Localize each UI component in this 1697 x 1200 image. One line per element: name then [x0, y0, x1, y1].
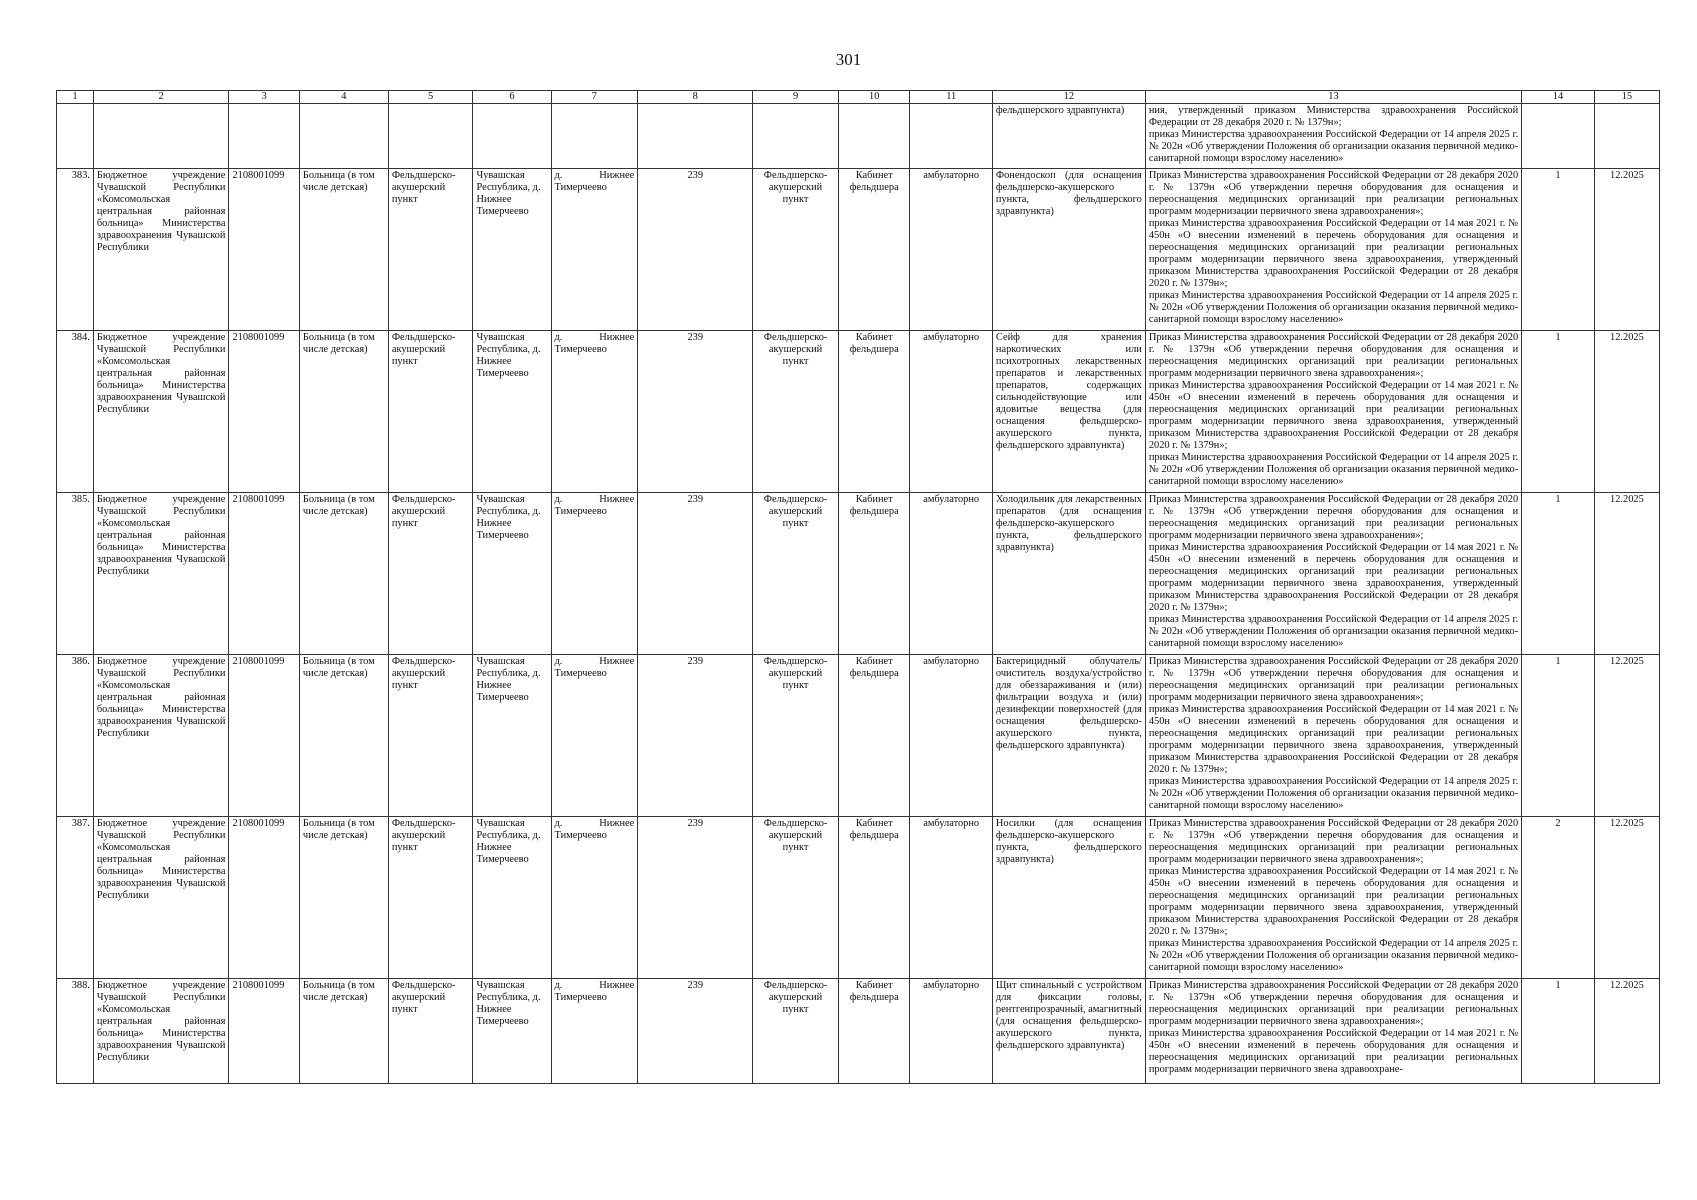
quantity-cell: 1	[1522, 493, 1595, 655]
equipment-cell: Бактерицидный облучатель/очиститель воздуха/устройство для обеззараживания и (или) фильтрации воздуха и (или) дезинфекции поверхностей (для оснащения фельдшерско-акушерского пункта, фельдшерского здравпункта)	[992, 655, 1145, 817]
legal-basis-cell: Приказ Министерства здравоохранения Российской Федерации от 28 декабря 2020 г. № 1379н «Об утверждении перечня оборудования для оснащения и переоснащения медицинских организаций при реализации региональных программ модернизации первичного звена здравоохранения»; приказ Министерства здравоохранения Российской Федерации от 14 мая 2021 г. № 450н «О внесении изменений в перечень оборудования для оснащения и переоснащения медицинских организаций при реализации региональных программ модернизации первичного звена здравоохранения, утвержденный приказом Министерства здравоохранения Российской Федерации от 28 декабря 2020 г. № 1379н»; приказ Министерства здравоохранения Российской Федерации от 14 апреля 2025 г. № 202н «Об утверждении Положения об организации оказания первичной медико-санитарной помощи взрослому населению»	[1145, 655, 1521, 817]
organization-cell: Бюджетное учреждение Чувашской Республики «Комсомольская центральная районная больница» Министерства здравоохранения Чувашской Республики	[93, 655, 229, 817]
room-cell: Кабинет фельдшера	[838, 331, 910, 493]
room-cell: Кабинет фельдшера	[838, 655, 910, 817]
unit-cell: Фельдшерско-акушерский пункт	[388, 169, 473, 331]
institution-type-cell: Больница (в том числе детская)	[299, 817, 388, 979]
organization-cell: Бюджетное учреждение Чувашской Республики «Комсомольская центральная районная больница» Министерства здравоохранения Чувашской Республики	[93, 493, 229, 655]
date-cell: 12.2025	[1594, 979, 1659, 1084]
column-header: 4	[299, 91, 388, 104]
column-header: 5	[388, 91, 473, 104]
care-mode-cell: амбулаторно	[910, 979, 992, 1084]
legal-basis-cell: Приказ Министерства здравоохранения Российской Федерации от 28 декабря 2020 г. № 1379н «Об утверждении перечня оборудования для оснащения и переоснащения медицинских организаций при реализации региональных программ модернизации первичного звена здравоохранения»; приказ Министерства здравоохранения Российской Федерации от 14 мая 2021 г. № 450н «О внесении изменений в перечень оборудования для оснащения и переоснащения медицинских организаций при реализации региональных программ модернизации первичного звена здравоохранения, утвержденный приказом Министерства здравоохранения Российской Федерации от 28 декабря 2020 г. № 1379н»; приказ Министерства здравоохранения Российской Федерации от 14 апреля 2025 г. № 202н «Об утверждении Положения об организации оказания первичной медико-санитарной помощи взрослому населению»	[1145, 493, 1521, 655]
quantity-cell: 1	[1522, 331, 1595, 493]
column-number-row	[57, 91, 1660, 104]
region-cell: Чувашская Республика, д. Нижнее Тимерчеево	[473, 169, 551, 331]
organization-cell: Бюджетное учреждение Чувашской Республики «Комсомольская центральная районная больница» Министерства здравоохранения Чувашской Республики	[93, 331, 229, 493]
column-header: 2	[93, 91, 229, 104]
column-header: 11	[910, 91, 992, 104]
legal-basis-cell: Приказ Министерства здравоохранения Российской Федерации от 28 декабря 2020 г. № 1379н «Об утверждении перечня оборудования для оснащения и переоснащения медицинских организаций при реализации региональных программ модернизации первичного звена здравоохранения»; приказ Министерства здравоохранения Российской Федерации от 14 мая 2021 г. № 450н «О внесении изменений в перечень оборудования для оснащения и переоснащения медицинских организаций при реализации региональных программ модернизации первичного звена здравоохранения, утвержденный приказом Министерства здравоохранения Российской Федерации от 28 декабря 2020 г. № 1379н»; приказ Министерства здравоохранения Российской Федерации от 14 апреля 2025 г. № 202н «Об утверждении Положения об организации оказания первичной медико-санитарной помощи взрослому населению»	[1145, 331, 1521, 493]
locality-cell: д. Нижнее Тимерчеево	[551, 979, 638, 1084]
inn-cell: 2108001099	[229, 169, 299, 331]
unit-cell: Фельдшерско-акушерский пункт	[388, 655, 473, 817]
date-cell: 12.2025	[1594, 493, 1659, 655]
date-cell: 12.2025	[1594, 169, 1659, 331]
legal-basis-cell: Приказ Министерства здравоохранения Российской Федерации от 28 декабря 2020 г. № 1379н «Об утверждении перечня оборудования для оснащения и переоснащения медицинских организаций при реализации региональных программ модернизации первичного звена здравоохранения»; приказ Министерства здравоохранения Российской Федерации от 14 мая 2021 г. № 450н «О внесении изменений в перечень оборудования для оснащения и переоснащения медицинских организаций при реализации региональных программ модернизации первичного звена здравоохранения, утвержденный приказом Министерства здравоохранения Российской Федерации от 28 декабря 2020 г. № 1379н»; приказ Министерства здравоохранения Российской Федерации от 14 апреля 2025 г. № 202н «Об утверждении Положения об организации оказания первичной медико-санитарной помощи взрослому населению»	[1145, 169, 1521, 331]
care-mode-cell: амбулаторно	[910, 493, 992, 655]
division-cell: Фельдшерско-акушерский пункт	[753, 655, 839, 817]
organization-cell: Бюджетное учреждение Чувашской Республики «Комсомольская центральная районная больница» Министерства здравоохранения Чувашской Республики	[93, 169, 229, 331]
inn-cell: 2108001099	[229, 493, 299, 655]
column-header: 6	[473, 91, 551, 104]
row-number-cell: 386.	[57, 655, 94, 817]
organization-cell: Бюджетное учреждение Чувашской Республики «Комсомольская центральная районная больница» Министерства здравоохранения Чувашской Республики	[93, 979, 229, 1084]
inn-cell: 2108001099	[229, 979, 299, 1084]
code-cell: 239	[638, 493, 753, 655]
date-cell: 12.2025	[1594, 655, 1659, 817]
legal-basis-cell: Приказ Министерства здравоохранения Российской Федерации от 28 декабря 2020 г. № 1379н «Об утверждении перечня оборудования для оснащения и переоснащения медицинских организаций при реализации региональных программ модернизации первичного звена здравоохранения»; приказ Министерства здравоохранения Российской Федерации от 14 мая 2021 г. № 450н «О внесении изменений в перечень оборудования для оснащения и переоснащения медицинских организаций при реализации региональных программ модернизации первичного звена здравоохране-	[1145, 979, 1521, 1084]
code-cell: 239	[638, 655, 753, 817]
row-number-cell: 384.	[57, 331, 94, 493]
page-number: 301	[835, 50, 862, 69]
table-row	[57, 169, 1660, 331]
locality-cell: д. Нижнее Тимерчеево	[551, 817, 638, 979]
column-header: 15	[1594, 91, 1659, 104]
legal-basis-cell: Приказ Министерства здравоохранения Российской Федерации от 28 декабря 2020 г. № 1379н «Об утверждении перечня оборудования для оснащения и переоснащения медицинских организаций при реализации региональных программ модернизации первичного звена здравоохранения»; приказ Министерства здравоохранения Российской Федерации от 14 мая 2021 г. № 450н «О внесении изменений в перечень оборудования для оснащения и переоснащения медицинских организаций при реализации региональных программ модернизации первичного звена здравоохранения, утвержденный приказом Министерства здравоохранения Российской Федерации от 28 декабря 2020 г. № 1379н»; приказ Министерства здравоохранения Российской Федерации от 14 апреля 2025 г. № 202н «Об утверждении Положения об организации оказания первичной медико-санитарной помощи взрослому населению»	[1145, 817, 1521, 979]
care-mode-cell: амбулаторно	[910, 331, 992, 493]
column-header: 12	[992, 91, 1145, 104]
inn-cell: 2108001099	[229, 655, 299, 817]
region-cell: Чувашская Республика, д. Нижнее Тимерчеево	[473, 655, 551, 817]
column-header: 14	[1522, 91, 1595, 104]
equipment-cell: Сейф для хранения наркотических или психотропных лекарственных препаратов и лекарственных препаратов, содержащих сильнодействующие или ядовитые вещества (для оснащения фельдшерско-акушерского пункта, фельдшерского здравпункта)	[992, 331, 1145, 493]
inn-cell: 2108001099	[229, 331, 299, 493]
row-number-cell: 385.	[57, 493, 94, 655]
care-mode-cell: амбулаторно	[910, 655, 992, 817]
unit-cell: Фельдшерско-акушерский пункт	[388, 979, 473, 1084]
table-row	[57, 331, 1660, 493]
division-cell: Фельдшерско-акушерский пункт	[753, 979, 839, 1084]
row-number-cell: 387.	[57, 817, 94, 979]
quantity-cell: 1	[1522, 655, 1595, 817]
care-mode-cell: амбулаторно	[910, 817, 992, 979]
quantity-cell: 1	[1522, 169, 1595, 331]
table-row	[57, 817, 1660, 979]
institution-type-cell: Больница (в том числе детская)	[299, 655, 388, 817]
locality-cell: д. Нижнее Тимерчеево	[551, 493, 638, 655]
division-cell: Фельдшерско-акушерский пункт	[753, 169, 839, 331]
room-cell: Кабинет фельдшера	[838, 169, 910, 331]
table-row	[57, 493, 1660, 655]
column-header: 1	[57, 91, 94, 104]
column-header: 7	[551, 91, 638, 104]
region-cell: Чувашская Республика, д. Нижнее Тимерчеево	[473, 331, 551, 493]
division-cell: Фельдшерско-акушерский пункт	[753, 493, 839, 655]
column-header: 13	[1145, 91, 1521, 104]
column-header: 3	[229, 91, 299, 104]
equipment-table	[56, 90, 1660, 1084]
region-cell: Чувашская Республика, д. Нижнее Тимерчеево	[473, 493, 551, 655]
unit-cell: Фельдшерско-акушерский пункт	[388, 493, 473, 655]
column-header: 8	[638, 91, 753, 104]
quantity-cell: 2	[1522, 817, 1595, 979]
code-cell: 239	[638, 169, 753, 331]
region-cell: Чувашская Республика, д. Нижнее Тимерчеево	[473, 817, 551, 979]
table-row	[57, 655, 1660, 817]
inn-cell: 2108001099	[229, 817, 299, 979]
care-mode-cell: амбулаторно	[910, 169, 992, 331]
organization-cell: Бюджетное учреждение Чувашской Республики «Комсомольская центральная районная больница» Министерства здравоохранения Чувашской Республики	[93, 817, 229, 979]
equipment-cell: Носилки (для оснащения фельдшерско-акушерского пункта, фельдшерского здравпункта)	[992, 817, 1145, 979]
equipment-cell: Фонендоскоп (для оснащения фельдшерско-акушерского пункта, фельдшерского здравпункта)	[992, 169, 1145, 331]
region-cell: Чувашская Республика, д. Нижнее Тимерчеево	[473, 979, 551, 1084]
room-cell: Кабинет фельдшера	[838, 817, 910, 979]
locality-cell: д. Нижнее Тимерчеево	[551, 655, 638, 817]
equipment-cell: Холодильник для лекарственных препаратов (для оснащения фельдшерско-акушерского пункта, фельдшерского здравпункта)	[992, 493, 1145, 655]
institution-type-cell: Больница (в том числе детская)	[299, 331, 388, 493]
row-number-cell: 388.	[57, 979, 94, 1084]
unit-cell: Фельдшерско-акушерский пункт	[388, 331, 473, 493]
locality-cell: д. Нижнее Тимерчеево	[551, 169, 638, 331]
locality-cell: д. Нижнее Тимерчеево	[551, 331, 638, 493]
column-header: 9	[753, 91, 839, 104]
date-cell: 12.2025	[1594, 331, 1659, 493]
continuation-row	[57, 104, 1660, 169]
legal-basis-cell: ния, утвержденный приказом Министерства здравоохранения Российской Федерации от 28 декабря 2020 г. № 1379н»; приказ Министерства здравоохранения Российской Федерации от 14 апреля 2025 г. № 202н «Об утверждении Положения об организации оказания первичной медико-санитарной помощи взрослому населению»	[1145, 104, 1521, 169]
room-cell: Кабинет фельдшера	[838, 493, 910, 655]
code-cell: 239	[638, 817, 753, 979]
row-number-cell: 383.	[57, 169, 94, 331]
table-row	[57, 979, 1660, 1084]
code-cell: 239	[638, 331, 753, 493]
institution-type-cell: Больница (в том числе детская)	[299, 493, 388, 655]
equipment-cell: фельдшерского здравпункта)	[992, 104, 1145, 169]
unit-cell: Фельдшерско-акушерский пункт	[388, 817, 473, 979]
quantity-cell: 1	[1522, 979, 1595, 1084]
code-cell: 239	[638, 979, 753, 1084]
column-header: 10	[838, 91, 910, 104]
division-cell: Фельдшерско-акушерский пункт	[753, 331, 839, 493]
equipment-cell: Щит спинальный с устройством для фиксации головы, рентгенпрозрачный, амагнитный (для оснащения фельдшерско-акушерского пункта, фельдшерского здравпункта)	[992, 979, 1145, 1084]
institution-type-cell: Больница (в том числе детская)	[299, 979, 388, 1084]
division-cell: Фельдшерско-акушерский пункт	[753, 817, 839, 979]
date-cell: 12.2025	[1594, 817, 1659, 979]
institution-type-cell: Больница (в том числе детская)	[299, 169, 388, 331]
room-cell: Кабинет фельдшера	[838, 979, 910, 1084]
